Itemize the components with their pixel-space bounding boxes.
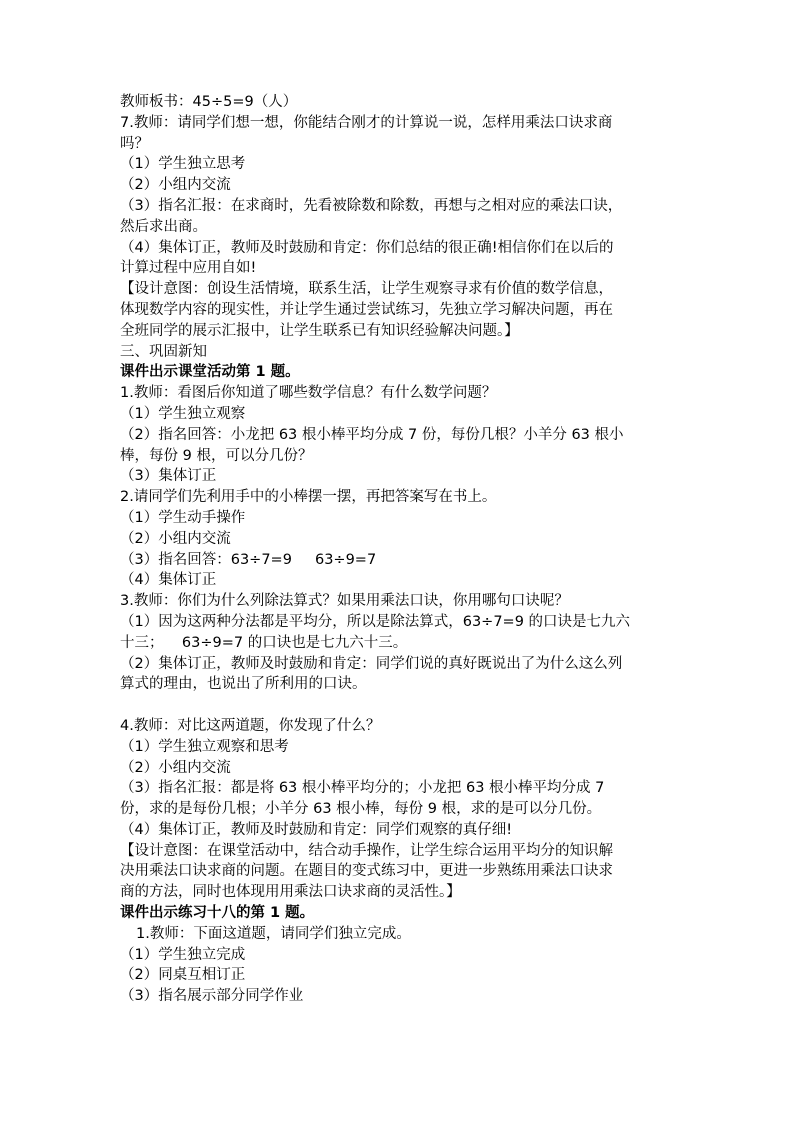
- text-line: （3）指名回答：63÷7=9 63÷9=7: [120, 551, 377, 568]
- design-intent-line: 商的方法，同时也体现用用乘法口诀求商的灵活性。】: [120, 884, 461, 901]
- blank-line: [120, 695, 680, 716]
- lesson-plan-text: [120, 92, 680, 1007]
- design-intent-line: 决用乘法口诀求商的问题。在题目的变式练习中，更进一步熟练用乘法口诀求: [120, 863, 613, 880]
- text-line: 3.教师：你们为什么列除法算式？如果用乘法口诀，你用哪句口诀呢？: [120, 593, 569, 610]
- text-line: （4）集体订正，教师及时鼓励和肯定：你们总结的很正确!相信你们在以后的: [120, 239, 614, 256]
- design-intent-line: 全班同学的展示汇报中，让学生联系已有知识经验解决问题。】: [120, 322, 519, 339]
- design-intent-line: 体现数学内容的现实性，并让学生通过尝试练习，先独立学习解决问题，再在: [120, 301, 613, 318]
- section-heading: 三、巩固新知: [120, 343, 207, 360]
- courseware-heading: 课件出示练习十八的第 1 题。: [120, 905, 315, 922]
- text-line: 十三； 63÷9=7 的口诀也是七九六十三。: [120, 634, 408, 651]
- text-line: （1）学生独立观察: [120, 405, 246, 422]
- text-line: 份，求的是每份几根；小羊分 63 根小棒，每份 9 根，求的是可以分几份。: [120, 801, 602, 818]
- text-line: （2）小组内交流: [120, 759, 231, 776]
- text-line: 棒，每份 9 根，可以分几份？: [120, 447, 313, 464]
- text-line: （1）学生动手操作: [120, 509, 246, 526]
- design-intent-line: 【设计意图：创设生活情境，联系生活，让学生观察寻求有价值的数学信息，: [120, 281, 613, 298]
- design-intent-line: 【设计意图：在课堂活动中，结合动手操作，让学生综合运用平均分的知识解: [120, 842, 613, 859]
- text-line: 算式的理由，也说出了所利用的口诀。: [120, 676, 367, 693]
- text-line: 教师板书：45÷5=9（人）: [120, 94, 298, 110]
- text-line: （1）学生独立完成: [120, 946, 246, 963]
- text-line: （1）学生独立观察和思考: [120, 738, 289, 755]
- text-line: 吗？: [120, 135, 149, 152]
- text-line: 4.教师：对比这两道题，你发现了什么？: [120, 717, 381, 734]
- text-line: 计算过程中应用自如!: [120, 260, 257, 277]
- text-line: （2）小组内交流: [120, 177, 231, 194]
- text-line: （2）小组内交流: [120, 530, 231, 547]
- text-line: （2）集体订正，教师及时鼓励和肯定：同学们说的真好既说出了为什么这么列: [120, 655, 623, 672]
- text-line: 2.请同学们先利用手中的小棒摆一摆，再把答案写在书上。: [120, 489, 497, 506]
- text-line: （2）指名回答：小龙把 63 根小棒平均分成 7 份，每份几根？小羊分 63 根小: [120, 426, 624, 443]
- text-line: （3）指名汇报：在求商时，先看被除数和除数，再想与之相对应的乘法口诀，: [120, 197, 623, 214]
- text-line: 然后求出商。: [120, 218, 207, 235]
- text-line: （3）集体订正: [120, 468, 217, 485]
- text-line: 7.教师：请同学们想一想，你能结合刚才的计算说一说，怎样用乘法口诀求商: [120, 114, 613, 131]
- text-line: （2）同桌互相订正: [120, 967, 246, 984]
- text-line: 1.教师：下面这道题，请同学们独立完成。: [136, 925, 411, 942]
- text-line: （4）集体订正，教师及时鼓励和肯定：同学们观察的真仔细!: [120, 821, 513, 838]
- courseware-heading: 课件出示课堂活动第 1 题。: [120, 364, 300, 381]
- text-line: （1）学生独立思考: [120, 156, 246, 173]
- text-line: （3）指名展示部分同学作业: [120, 988, 304, 1005]
- text-line: （4）集体订正: [120, 572, 217, 589]
- text-line: （1）因为这两种分法都是平均分，所以是除法算式，63÷7=9 的口诀是七九六: [120, 613, 631, 630]
- text-line: （3）指名汇报：都是将 63 根小棒平均分的；小龙把 63 根小棒平均分成 7: [120, 780, 605, 797]
- text-line: 1.教师：看图后你知道了哪些数学信息？有什么数学问题？: [120, 385, 497, 402]
